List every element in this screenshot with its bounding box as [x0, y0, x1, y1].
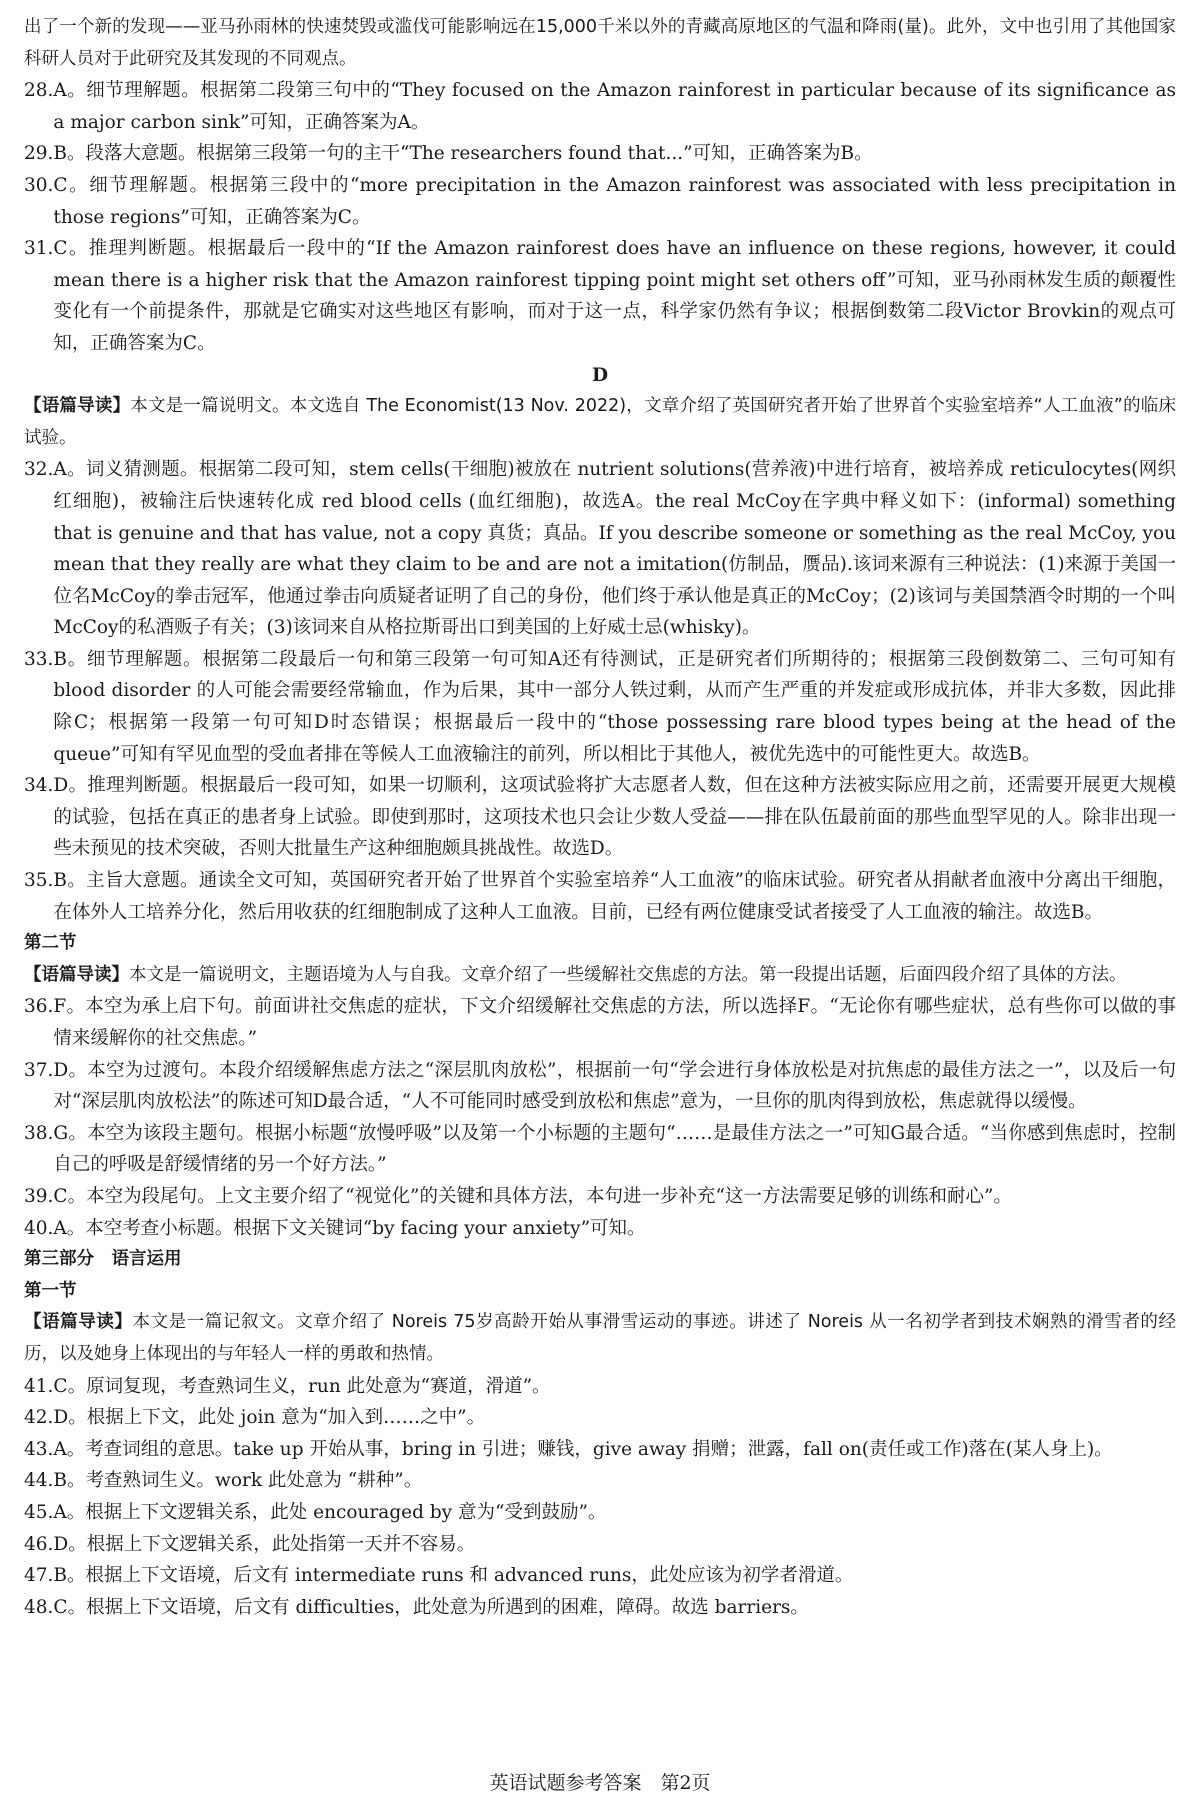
answer-number: 31.	[24, 238, 54, 260]
answer-text: D。推理判断题。根据最后一段可知，如果一切顺利，这项试验将扩大志愿者人数，但在这种方法被实际应用之前，还需要开展更大规模的试验，包括在真正的患者身上试验。即使到那时，这项技术也只会让少数人受益——排在队伍最前面的那些血型罕见的人。除非出现一些未预见的技术突破，否则大批量生产这种细胞颇具挑战性。故选D。	[53, 775, 1176, 860]
answer-item	[24, 1434, 1176, 1466]
answer-text: B。根据上下文语境，后文有 intermediate runs 和 advanced runs，此处应该为初学者滑道。	[53, 1565, 854, 1587]
section-d-intro	[24, 391, 1176, 454]
answer-item	[24, 865, 1176, 928]
answer-text: A。本空考查小标题。根据下文关键词“by facing your anxiety”可知。	[53, 1217, 646, 1239]
answer-text: C。细节理解题。根据第三段中的“more precipitation in the Amazon rainforest was associated with less precipitation in those regions”可知，正确答案为C。	[53, 174, 1176, 228]
section-d-heading: D	[591, 364, 609, 386]
part3-heading: 第三部分 语言运用	[24, 1249, 182, 1270]
answer-number: 44.	[24, 1470, 54, 1492]
answer-item	[24, 991, 1176, 1054]
answer-number: 48.	[24, 1596, 54, 1618]
answer-text: D。根据上下文逻辑关系，此处指第一天并不容易。	[53, 1533, 476, 1555]
answer-item	[24, 1497, 1176, 1529]
answer-item	[24, 1592, 1176, 1624]
intro-text: 本文是一篇说明文。本文选自 The Economist(13 Nov. 2022)，文章介绍了英国研究者开始了世界首个实验室培养“人工血液”的临床试验。	[24, 396, 1176, 448]
answer-text: C。推理判断题。根据最后一段中的“If the Amazon rainforest does have an influence on these regions, however, it could mean there is a higher risk that the Amazon rainforest tipping point might set others off”可知，亚马孙雨林发生质的颠覆性变化有一个前提条件，那就是它确实对这些地区有影响，而对于这一点，科学家仍然有争议；根据倒数第二段Victor Brovkin的观点可知，正确答案为C。	[53, 238, 1176, 354]
answer-number: 36.	[24, 996, 54, 1018]
answer-number: 43.	[24, 1438, 54, 1460]
answer-item	[24, 75, 1176, 138]
section-d-answers	[24, 454, 1176, 928]
answer-item	[24, 1055, 1176, 1118]
part3-subheading: 第一节	[24, 1280, 77, 1301]
answer-text: A。根据上下文逻辑关系，此处 encouraged by 意为“受到鼓励”。	[53, 1501, 607, 1523]
intro-tag: 【语篇导读】	[24, 396, 131, 417]
answer-item	[24, 1529, 1176, 1561]
intro-text: 本文是一篇说明文，主题语境为人与自我。文章介绍了一些缓解社交焦虑的方法。第一段提出话题，后面四段介绍了具体的方法。	[129, 964, 1127, 985]
answer-item	[24, 1465, 1176, 1497]
answer-text: C。根据上下文语境，后文有 difficulties，此处意为所遇到的困难，障碍。故选 barriers。	[53, 1596, 809, 1618]
part2-answers	[24, 991, 1176, 1244]
answer-number: 33.	[24, 648, 54, 670]
part3-answers	[24, 1371, 1176, 1624]
part2-heading: 第二节	[24, 933, 77, 954]
answer-number: 34.	[24, 775, 54, 797]
answer-number: 35.	[24, 870, 54, 892]
page-footer: 英语试题参考答案 第2页	[489, 1772, 711, 1794]
answer-text: F。本空为承上启下句。前面讲社交焦虑的症状，下文介绍缓解社交焦虑的方法，所以选择F。“无论你有哪些症状，总有些你可以做的事情来缓解你的社交焦虑。”	[53, 996, 1176, 1049]
answer-item	[24, 138, 1176, 170]
answer-item	[24, 1118, 1176, 1181]
answer-text: A。词义猜测题。根据第二段可知，stem cells(干细胞)被放在 nutrient solutions(营养液)中进行培育，被培养成 reticulocytes(网织红细胞)，被输注后快速转化成 red blood cells (血红细胞)，故选A。the real McCoy在字典中释义如下：(informal) something that is genuine and that has value, not a copy 真货；真品。If you describe someone or something as the real McCoy, you mean that they really are what they claim to be and are not a imitation(仿制品，赝品).该词来源有三种说法：(1)来源于美国一位名McCoy的拳击冠军，他通过拳击向质疑者证明了自己的身份，他们终于承认他是真正的McCoy；(2)该词与美国禁酒令时期的一个叫McCoy的私酒贩子有关；(3)该词来自从格拉斯哥出口到美国的上好威士忌(whisky)。	[53, 459, 1176, 639]
answer-text: B。主旨大意题。通读全文可知，英国研究者开始了世界首个实验室培养“人工血液”的临床试验。研究者从捐献者血液中分离出干细胞，在体外人工培养分化，然后用收获的红细胞制成了这种人工血液。目前，已经有两位健康受试者接受了人工血液的输注。故选B。	[53, 870, 1176, 923]
answer-text: A。细节理解题。根据第二段第三句中的“They focused on the Amazon rainforest in particular because of its significance as a major carbon sink”可知，正确答案为A。	[53, 80, 1176, 133]
answer-text: D。本空为过渡句。本段介绍缓解焦虑方法之“深层肌肉放松”，根据前一句“学会进行身体放松是对抗焦虑的最佳方法之一”，以及后一句对“深层肌肉放松法”的陈述可知D最合适，“人不可能同时感受到放松和焦虑”意为，一旦你的肌肉得到放松，焦虑就得以缓慢。	[53, 1059, 1176, 1113]
answer-item	[24, 1181, 1176, 1213]
answer-number: 40.	[24, 1217, 54, 1239]
answer-item	[24, 170, 1176, 233]
answer-number: 46.	[24, 1533, 54, 1555]
part3-intro	[24, 1307, 1176, 1370]
section-c-answers	[24, 75, 1176, 359]
part2-intro	[24, 960, 1176, 992]
answer-number: 45.	[24, 1501, 54, 1523]
answer-text: B。段落大意题。根据第三段第一句的主干“The researchers found that...”可知，正确答案为B。	[53, 143, 873, 165]
answer-number: 39.	[24, 1185, 54, 1207]
answer-item	[24, 233, 1176, 359]
answer-number: 28.	[24, 80, 54, 102]
answer-item	[24, 454, 1176, 644]
answer-number: 37.	[24, 1059, 54, 1081]
answer-text: C。本空为段尾句。上文主要介绍了“视觉化”的关键和具体方法，本句进一步补充“这一方法需要足够的训练和耐心”。	[53, 1185, 1012, 1207]
answer-number: 30.	[24, 174, 54, 196]
intro-text: 本文是一篇记叙文。文章介绍了 Noreis 75岁高龄开始从事滑雪运动的事迹。讲述了 Noreis 从一名初学者到技术娴熟的滑雪者的经历，以及她身上体现出的与年轻人一样的勇敢和热情。	[24, 1312, 1176, 1364]
answer-text: B。细节理解题。根据第二段最后一句和第三段第一句可知A还有待测试，正是研究者们所期待的；根据第三段倒数第二、三句可知有 blood disorder 的人可能会需要经常输血，作为后果，其中一部分人铁过剩，从而产生严重的并发症或形成抗体，并非大多数，因此排除C；根据第一段第一句可知D时态错误；根据最后一段中的“those possessing rare blood types being at the head of the queue”可知有罕见血型的受血者排在等候人工血液输注的前列，所以相比于其他人，被优先选中的可能性更大。故选B。	[53, 648, 1176, 765]
answer-number: 41.	[24, 1375, 54, 1397]
answer-item	[24, 1560, 1176, 1592]
answer-item	[24, 1371, 1176, 1403]
answer-item	[24, 770, 1176, 865]
intro-tag: 【语篇导读】	[24, 964, 129, 985]
answer-number: 42.	[24, 1407, 54, 1429]
answer-number: 32.	[24, 459, 54, 481]
answer-text: D。根据上下文，此处 join 意为“加入到……之中”。	[53, 1407, 486, 1429]
answer-text: A。考查词组的意思。take up 开始从事，bring in 引进；赚钱，give away 捐赠；泄露，fall on(责任或工作)落在(某人身上)。	[53, 1438, 1113, 1460]
answer-number: 29.	[24, 143, 54, 165]
answer-number: 47.	[24, 1565, 54, 1587]
answer-text: G。本空为该段主题句。根据小标题“放慢呼吸”以及第一个小标题的主题句“……是最佳方法之一”可知G最合适。“当你感到焦虑时，控制自己的呼吸是舒缓情绪的另一个好方法。”	[53, 1122, 1176, 1176]
answer-item	[24, 1402, 1176, 1434]
answer-number: 38.	[24, 1122, 54, 1144]
answer-item	[24, 1213, 1176, 1245]
answer-item	[24, 644, 1176, 770]
answer-text: C。原词复现，考查熟词生义，run 此处意为“赛道，滑道”。	[53, 1375, 551, 1397]
intro-tag: 【语篇导读】	[24, 1312, 133, 1333]
top-paragraph: 出了一个新的发现——亚马孙雨林的快速焚毁或滥伐可能影响远在15,000千米以外的青藏高原地区的气温和降雨(量)。此外，文中也引用了其他国家科研人员对于此研究及其发现的不同观点。	[24, 17, 1176, 69]
answer-text: B。考查熟词生义。work 此处意为 “耕种”。	[53, 1470, 423, 1492]
